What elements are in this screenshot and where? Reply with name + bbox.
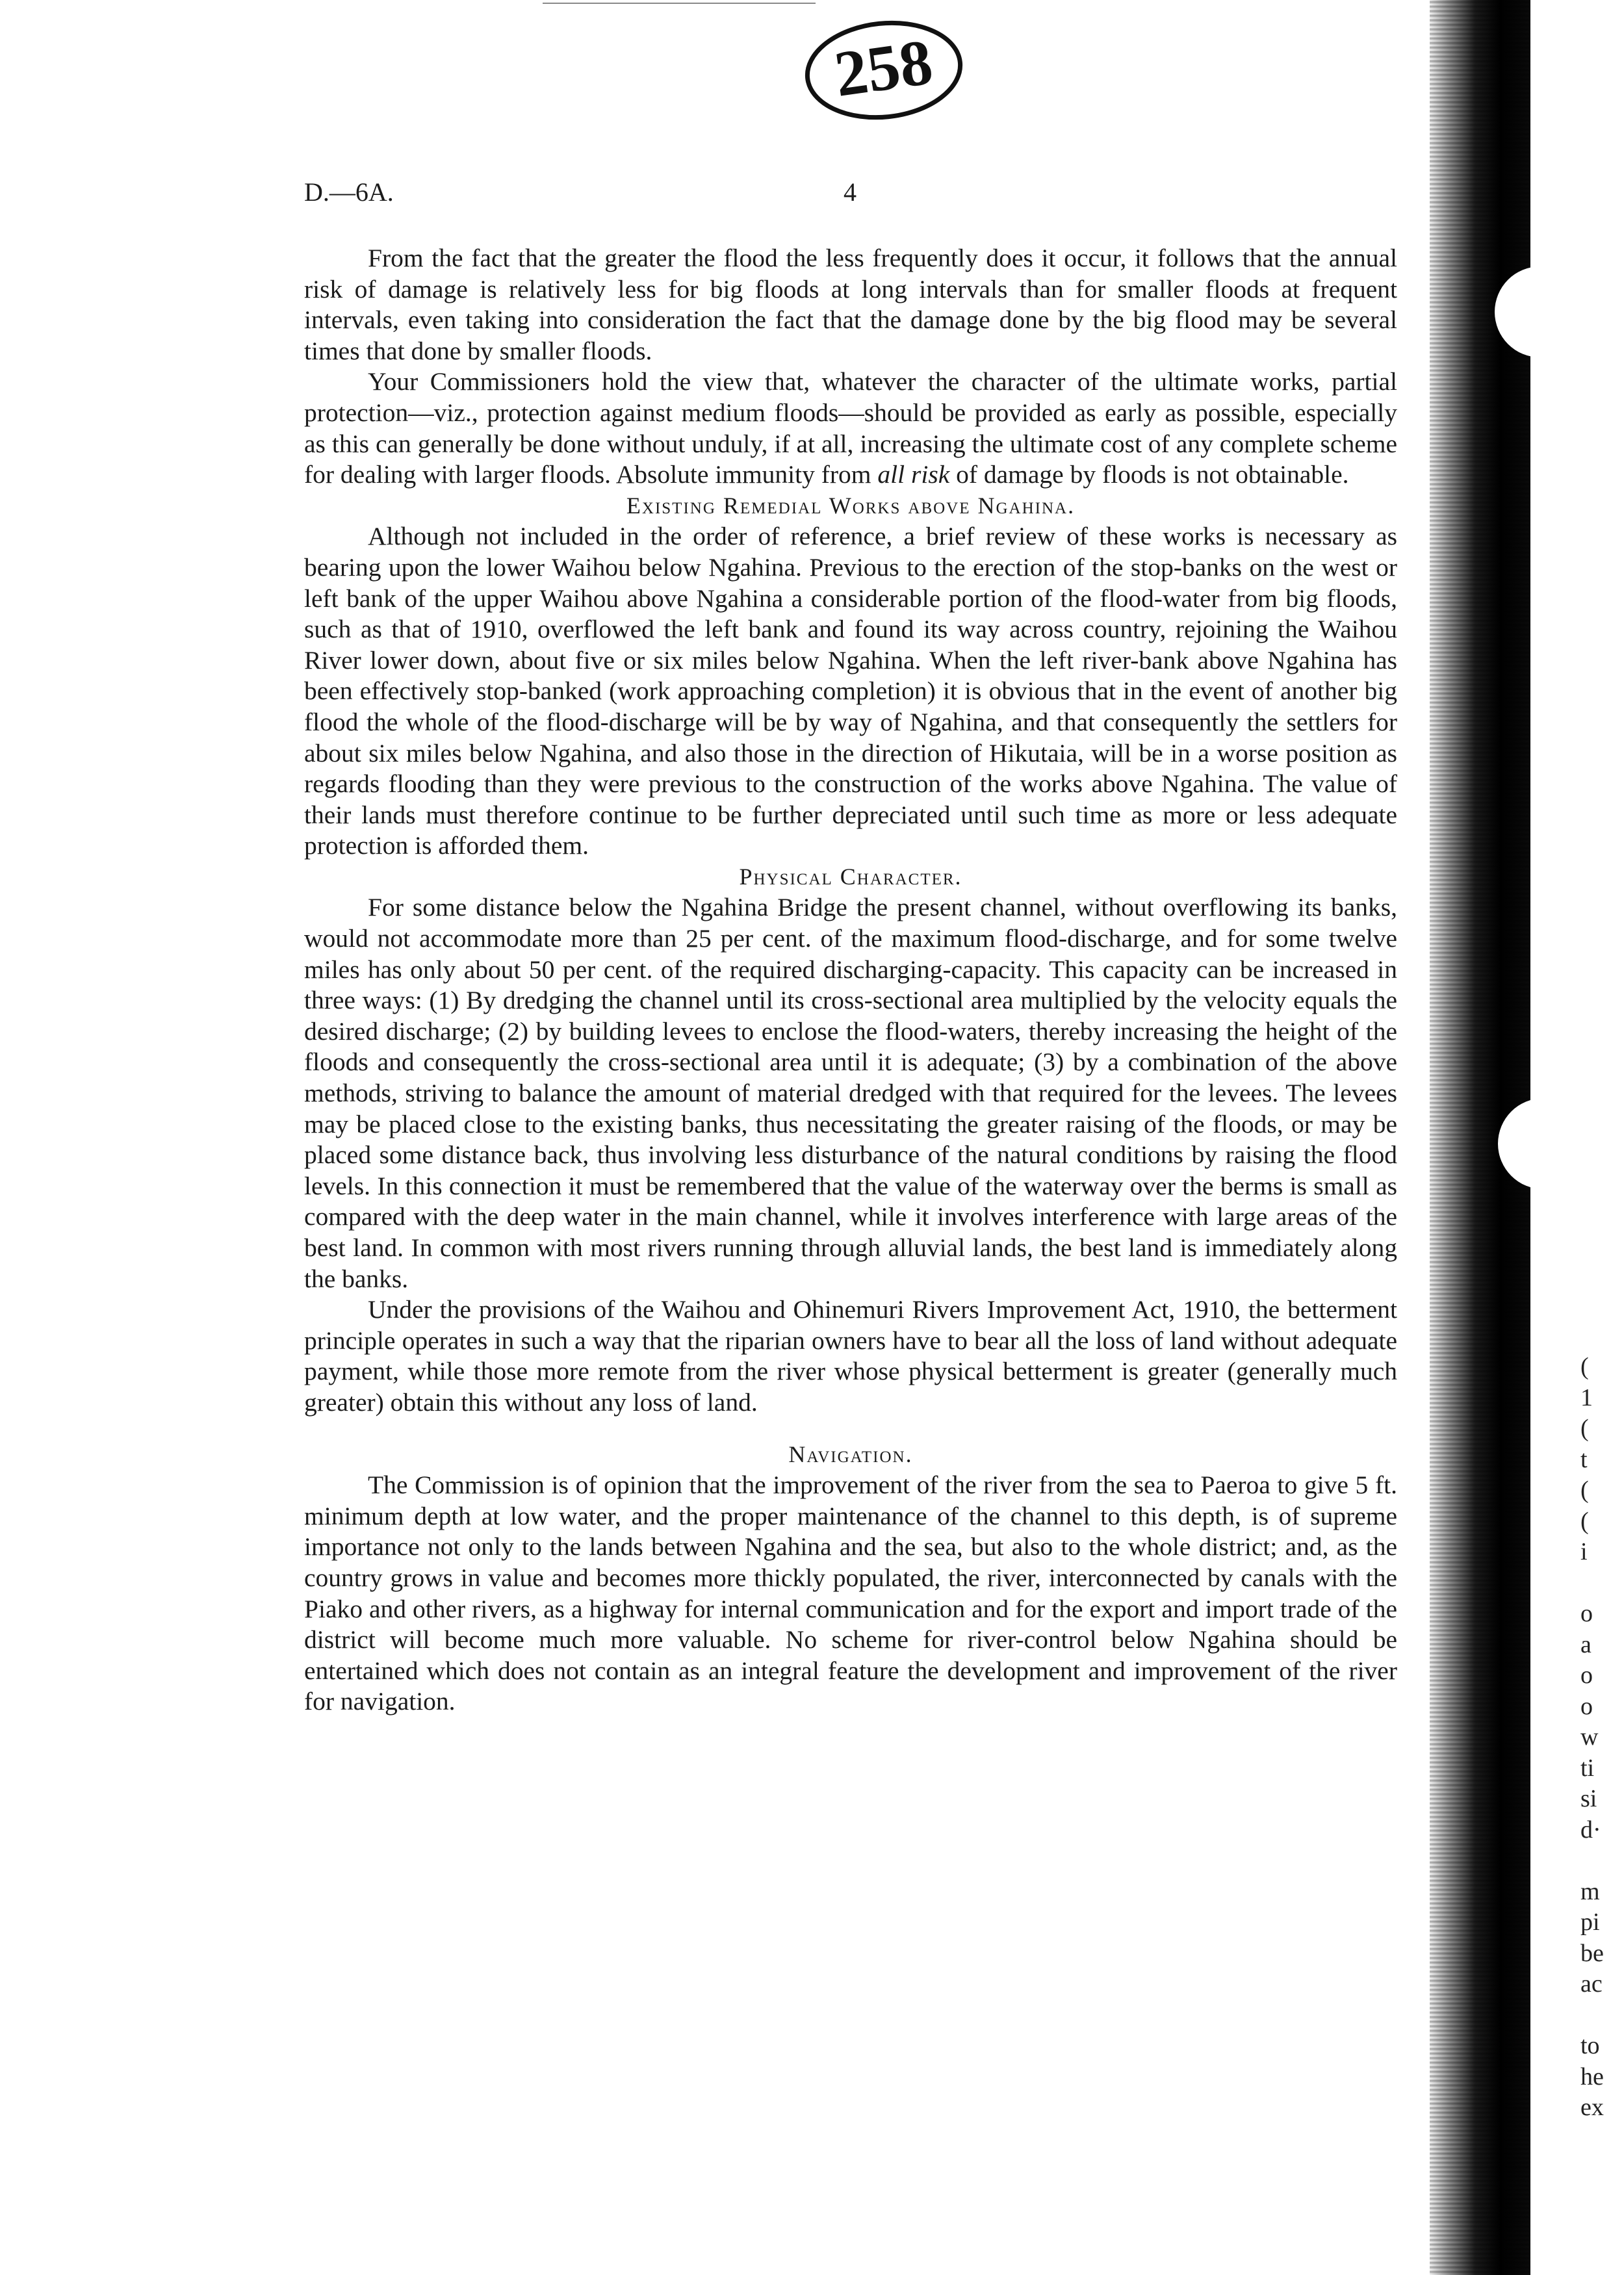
paragraph-physical-character: For some distance below the Ngahina Bridge the present channel, without overflowing its banks, would not accommodate more than 25 per cent. of the maximum flood-discharge, and for some twelve miles has only about 50 per cent. of the required discharging-capacity. This capacity can be increased in three ways: (1) By dredging the channel until its cross-sectional area multiplied by the velocity equals the desired discharge; (2) by building levees to enclose the flood-waters, thereby increasing the height of the floods and consequently the cross-sectional area until it is adequate; (3) by a combination of the above methods, striving to balance the amount of material dredged with that required for the levees. The levees may be placed close to the existing banks, thus necessitating the greater raising of the floods, or may be placed some distance back, thus involving less disturbance of the natural conditions by raising the flood levels. In this connection it must be remembered that the value of the waterway over the berms is small as compared with the deep water in the main channel, while it involves interference with large areas of the best land. In common with most rivers running through alluvial lands, the best land is immediately along the banks. [304,893,1397,1293]
facing-page-fragment: i [1580,1538,1588,1565]
emphasis-text: all risk [877,460,950,489]
facing-page-fragment: m [1580,1877,1600,1905]
facing-page-fragment: ( [1580,1507,1589,1535]
facing-page-fragment: ( [1580,1476,1589,1504]
facing-page-fragment: w [1580,1723,1599,1751]
facing-page-fragment: ( [1580,1415,1589,1442]
page-header [304,177,1396,216]
facing-page-fragment: si [1580,1785,1597,1812]
heading-navigation: Navigation. [788,1441,913,1467]
facing-page-fragment [1580,1845,1624,1877]
facing-page-fragment [1580,2000,1624,2031]
facing-page-fragment: o [1580,1692,1593,1720]
facing-page-fragment: pi [1580,1909,1600,1936]
paragraph-partial-protection [304,366,1397,490]
stamp-number: 258 [830,25,937,110]
facing-page-fragment: ac [1580,1970,1603,1998]
facing-page-fragment: d· [1580,1816,1601,1844]
facing-page-fragments [1580,1352,1624,2124]
paragraph-navigation: The Commission is of opinion that the improvement of the river from the sea to Paeroa to give 5 ft. minimum depth at low water, and the proper maintenance of the channel to this depth, is of supreme importance not only to the lands between Ngahina and the sea, but also to the whole district; and, as the country grows in value and becomes more thickly populated, the river, interconnected by canals with the Piako and other rivers, as a highway for internal communication and for the export and import trade of the district will become much more valuable. No scheme for river-control below Ngahina should be entertained which does not contain as an integral feature the development and improvement of the river for navigation. [304,1471,1397,1716]
facing-page-fragment: ti [1580,1754,1595,1782]
facing-page-fragment [1580,1568,1624,1599]
paragraph-betterment: Under the provisions of the Waihou and Ohinemuri Rivers Improvement Act, 1910, the betterment principle operates in such a way that the riparian owners have to bear all the loss of land without adequate payment, while those more remote from the river whose physical betterment is greater (generally much greater) obtain this without any loss of land. [304,1295,1397,1417]
facing-page-fragment: ( [1580,1353,1589,1380]
facing-page-fragment: ex [1580,2094,1604,2121]
facing-page-fragment: o [1580,1600,1593,1627]
paragraph-text: Your Commissioners hold the view that, whatever the character of the ultimate works, partial protection—viz., protection against medium floods—should be provided as early as possible, especially as this can generally be done without unduly, if at all, increasing the ultimate cost of any complete scheme for dealing with larger floods. Absolute immunity from [304,367,1397,489]
facing-page-fragment: o [1580,1662,1593,1689]
facing-page-fragment: t [1580,1445,1588,1473]
facing-page-fragment: he [1580,2063,1604,2090]
facing-page-fragment: 1 [1580,1383,1593,1411]
paragraph-text: of damage by floods is not obtainable. [949,460,1349,489]
facing-page-fragment: be [1580,1939,1604,1967]
document-reference: D.—6A. [304,177,394,207]
paragraph-existing-works: Although not included in the order of reference, a brief review of these works is necessary as bearing upon the lower Waihou below Ngahina. Previous to the erection of the stop-banks on the west or left bank of the upper Waihou above Ngahina a considerable portion of the flood-water from big floods, such as that of 1910, overflowed the left bank and found its way across country, rejoining the Waihou River lower down, about five or six miles below Ngahina. When the left river-bank above Ngahina has been effectively stop-banked (work approaching completion) it is obvious that in the event of another big flood the whole of the flood-discharge will be by way of Ngahina, and that consequently the settlers for about six miles below Ngahina, and also those in the direction of Hikutaia, will be in a worse position as regards flooding than they were previous to the construction of the works above Ngahina. The value of their lands must therefore continue to be further depreciated until such time as more or less adequate protection is afforded them. [304,522,1397,860]
facing-page-fragment: to [1580,2032,1600,2059]
page-body [304,243,1397,1717]
facing-page-fragment: a [1580,1630,1592,1658]
heading-existing-works: Existing Remedial Works above Ngahina. [626,492,1076,519]
scan-top-line [543,3,816,4]
heading-physical-character: Physical Character. [739,863,962,890]
page-stamp [796,5,972,129]
page-number: 4 [844,177,857,207]
paragraph-flood-frequency: From the fact that the greater the flood the less frequently does it occur, it follows that the annual risk of damage is relatively less for big floods at long intervals than for smaller floods at frequent intervals, even taking into consideration the fact that the damage done by the big flood may be several times that done by smaller floods. [304,244,1397,365]
